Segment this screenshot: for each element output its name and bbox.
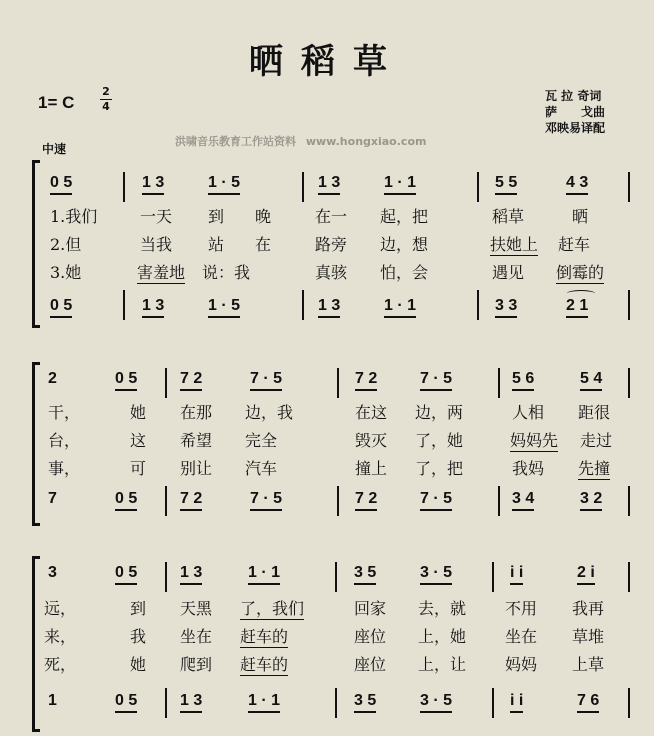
note-group: 1 3: [318, 297, 340, 318]
lyric: 干，: [48, 403, 81, 422]
lyric: 站: [208, 235, 225, 254]
barline: [498, 486, 500, 516]
lyric: 爬到: [180, 655, 213, 674]
lyric: 妈妈先: [510, 428, 558, 452]
lyric: 晒: [572, 207, 589, 226]
lyric: 晚: [255, 207, 272, 226]
note-group: 1 3: [142, 297, 164, 318]
note-group: 1 · 1: [384, 174, 416, 195]
note-group: 1 · 1: [384, 297, 416, 318]
barline: [123, 290, 125, 320]
lyric: 撞上: [355, 459, 388, 478]
lyric: 遇见: [492, 263, 525, 282]
lyric: 到: [208, 207, 225, 226]
credits: [545, 88, 605, 136]
lyric: 去，就: [418, 599, 467, 618]
note-group: 0 5: [50, 297, 72, 318]
lyric: 在这: [355, 403, 388, 422]
note-group: 0 5: [115, 564, 137, 585]
note-group: 0 5: [115, 370, 137, 391]
system-bracket: [32, 556, 40, 732]
note-group: 7 · 5: [420, 370, 452, 391]
time-denominator: 4: [102, 100, 110, 113]
lyric: 真骇: [315, 263, 348, 282]
barline: [165, 486, 167, 516]
barline: [165, 562, 167, 592]
barline: [302, 172, 304, 202]
lyric: 妈妈: [505, 655, 538, 674]
watermark-url: www.hongxiao.com: [305, 135, 427, 148]
barline: [628, 562, 630, 592]
note-group: 3: [48, 564, 57, 581]
lyric: 希望: [180, 431, 213, 450]
lyric: 别让: [180, 459, 213, 478]
lyric: 在那: [180, 403, 213, 422]
barline: [477, 290, 479, 320]
lyric: 座位: [354, 627, 387, 646]
lyric: 可: [130, 459, 147, 478]
lyric: 不用: [505, 599, 538, 618]
song-title: 晒稻草: [249, 42, 405, 82]
lyric: 边，我: [245, 403, 294, 422]
lyric: 事，: [48, 459, 81, 478]
lyric: 一天: [140, 207, 173, 226]
barline: [335, 688, 337, 718]
lyric: 上草: [572, 655, 605, 674]
lyric: 台，: [48, 431, 81, 450]
note-group: 3 · 5: [420, 692, 452, 713]
lyric: 我妈: [512, 459, 545, 478]
lyricist-credit: 瓦 拉 奇词: [545, 89, 602, 103]
barline: [492, 688, 494, 718]
lyric: 走过: [580, 431, 613, 450]
note-group: 2 i: [577, 564, 595, 585]
lyric: 来，: [44, 627, 77, 646]
barline: [337, 368, 339, 398]
key-signature: 1= C: [38, 93, 75, 112]
barline: [477, 172, 479, 202]
note-group: 3 5: [354, 692, 376, 713]
note-group: 7 · 5: [250, 490, 282, 511]
barline: [335, 562, 337, 592]
lyric: 座位: [354, 655, 387, 674]
note-group: 1 3: [142, 174, 164, 195]
note-group: 2: [48, 370, 57, 387]
note-group: 7: [48, 490, 57, 507]
note-group: 5 4: [580, 370, 602, 391]
note-group: 1 · 5: [208, 174, 240, 195]
barline: [628, 290, 630, 320]
note-group: 7 · 5: [250, 370, 282, 391]
lyric: 完全: [245, 431, 278, 450]
lyric: 回家: [354, 599, 387, 618]
lyric: 1.我们: [50, 207, 98, 226]
lyric: 人相: [512, 403, 545, 422]
lyric: 草堆: [572, 627, 605, 646]
composer-credit: 萨 戈曲: [545, 105, 606, 119]
barline: [628, 368, 630, 398]
note-group: i i: [510, 564, 523, 585]
note-group: 1 · 1: [248, 692, 280, 713]
lyric: 了，她: [415, 431, 464, 450]
note-group: 0 5: [115, 692, 137, 713]
lyric: 边，两: [415, 403, 464, 422]
lyric: 起，把: [380, 207, 429, 226]
lyric: 3.她: [50, 263, 82, 282]
lyric: 害羞地: [137, 260, 185, 284]
lyric: 这: [130, 431, 147, 450]
lyric: 赶车的: [240, 624, 288, 648]
lyric: 到: [130, 599, 147, 618]
barline: [628, 688, 630, 718]
barline: [492, 562, 494, 592]
lyric: 上，她: [418, 627, 467, 646]
time-signature: [100, 86, 112, 113]
lyric: 赶车: [558, 235, 591, 254]
lyric: 她: [130, 655, 147, 674]
lyric: 我: [130, 627, 147, 646]
note-group: 7 2: [180, 490, 202, 511]
barline: [165, 368, 167, 398]
system-bracket: [32, 362, 40, 526]
lyric: 死，: [44, 655, 77, 674]
note-group: 1 3: [318, 174, 340, 195]
lyric: 赶车的: [240, 652, 288, 676]
slur-mark: [567, 290, 595, 297]
note-group: 4 3: [566, 174, 588, 195]
note-group: 1: [48, 692, 57, 709]
note-group: 1 · 5: [208, 297, 240, 318]
lyric: 稻草: [492, 207, 525, 226]
lyric: 距很: [578, 403, 611, 422]
note-group: i i: [510, 692, 523, 713]
lyric: 路旁: [315, 235, 348, 254]
note-group: 5 5: [495, 174, 517, 195]
lyric: 边，想: [380, 235, 429, 254]
barline: [123, 172, 125, 202]
note-group: 7 6: [577, 692, 599, 713]
lyric: 说：我: [202, 263, 251, 282]
note-group: 7 · 5: [420, 490, 452, 511]
barline: [302, 290, 304, 320]
system-bracket: [32, 160, 40, 328]
lyric: 2.但: [50, 235, 82, 254]
translator-credit: 邓映易译配: [545, 121, 606, 135]
note-group: 1 3: [180, 692, 202, 713]
lyric: 汽车: [245, 459, 278, 478]
lyric: 毁灭: [355, 431, 388, 450]
note-group: 0 5: [50, 174, 72, 195]
lyric: 扶她上: [490, 232, 538, 256]
time-numerator: 2: [102, 85, 110, 98]
note-group: 5 6: [512, 370, 534, 391]
lyric: 在一: [315, 207, 348, 226]
lyric: 了，我们: [240, 596, 304, 620]
note-group: 7 2: [355, 370, 377, 391]
lyric: 在: [255, 235, 272, 254]
lyric: 怕，会: [380, 263, 429, 282]
lyric: 先撞: [578, 456, 610, 480]
lyric: 远，: [44, 599, 77, 618]
note-group: 7 2: [180, 370, 202, 391]
barline: [498, 368, 500, 398]
barline: [165, 688, 167, 718]
note-group: 3 5: [354, 564, 376, 585]
note-group: 3 4: [512, 490, 534, 511]
lyric: 了，把: [415, 459, 464, 478]
lyric: 坐在: [505, 627, 538, 646]
watermark: [172, 133, 429, 149]
lyric: 当我: [140, 235, 173, 254]
note-group: 3 3: [495, 297, 517, 318]
note-group: 0 5: [115, 490, 137, 511]
note-group: 3 2: [580, 490, 602, 511]
tempo-marking: 中速: [42, 142, 67, 156]
lyric: 倒霉的: [556, 260, 604, 284]
lyric: 她: [130, 403, 147, 422]
barline: [628, 486, 630, 516]
lyric: 我再: [572, 599, 605, 618]
note-group: 7 2: [355, 490, 377, 511]
note-group: 1 3: [180, 564, 202, 585]
barline: [628, 172, 630, 202]
lyric: 坐在: [180, 627, 213, 646]
lyric: 天黑: [180, 599, 213, 618]
note-group: 2 1: [566, 297, 588, 318]
barline: [337, 486, 339, 516]
note-group: 1 · 1: [248, 564, 280, 585]
watermark-text: 洪啸音乐教育工作站资料: [175, 135, 296, 148]
lyric: 上，让: [418, 655, 467, 674]
note-group: 3 · 5: [420, 564, 452, 585]
